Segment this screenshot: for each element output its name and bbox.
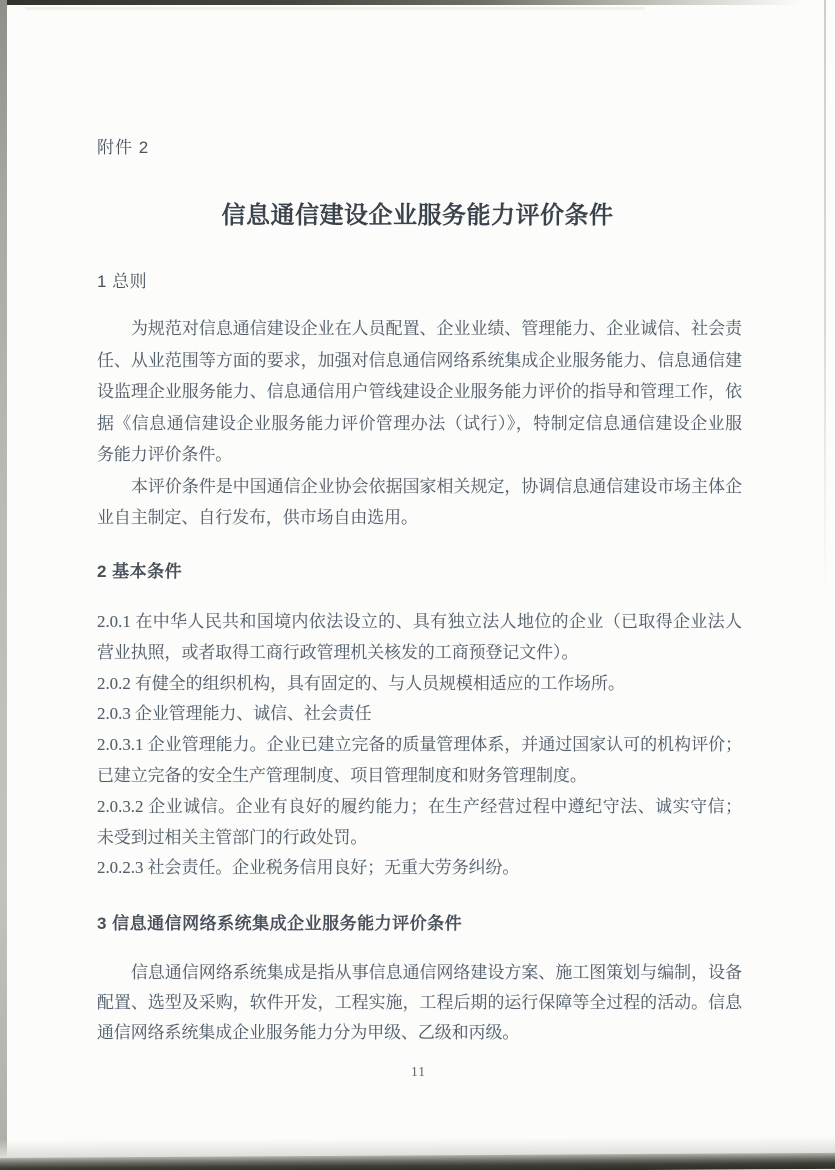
section-3-body bbox=[97, 958, 742, 1048]
section-1-heading: 1 总则 bbox=[97, 272, 148, 291]
attachment-label: 附件 2 bbox=[97, 138, 150, 157]
page-number: 11 bbox=[411, 1064, 426, 1079]
clause-2-0-3-2: 2.0.3.2 企业诚信。企业有良好的履约能力；在生产经营过程中遵纪守法、诚实守信； 未受到过相关主管部门的行政处罚。 bbox=[97, 796, 742, 847]
paragraph: 为规范对信息通信建设企业在人员配置、企业业绩、管理能力、企业诚信、社会责 任、从业范围等方面的要求，加强对信息通信网络系统集成企业服务能力、信息通信建 设监理企业服务能力、信息通信用户管线建设企业服务能力评价的指导和管理工作，依 据《信息通信建设企业服务能力评价管理办法（试行）》，特制定信息通信建设企业服 务能力评价条件。 bbox=[97, 319, 742, 464]
section-3-heading: 3 信息通信网络系统集成企业服务能力评价条件 bbox=[97, 914, 463, 933]
scan-haze-top bbox=[25, 7, 645, 10]
scan-edge-top bbox=[0, 0, 835, 5]
section-1-body bbox=[97, 313, 742, 534]
clause-2-0-2: 2.0.2 有健全的组织机构，具有固定的、与人员规模相适应的工作场所。 bbox=[97, 673, 625, 693]
section-2-heading: 2 基本条件 bbox=[97, 562, 183, 581]
clause-2-0-2-3: 2.0.2.3 社会责任。企业税务信用良好；无重大劳务纠纷。 bbox=[97, 858, 520, 878]
clause-2-0-3: 2.0.3 企业管理能力、诚信、社会责任 bbox=[97, 704, 372, 724]
clause-2-0-1: 2.0.1 在中华人民共和国境内依法设立的、具有独立法人地位的企业（已取得企业法人 营业执照，或者取得工商行政管理机关核发的工商预登记文件）。 bbox=[97, 612, 742, 662]
clause-2-0-3-1: 2.0.3.1 企业管理能力。企业已建立完备的质量管理体系，并通过国家认可的机构评价； 已建立完备的安全生产管理制度、项目管理制度和财务管理制度。 bbox=[97, 735, 742, 785]
document-title: 信息通信建设企业服务能力评价条件 bbox=[221, 202, 614, 229]
scan-page-fold-line bbox=[824, 0, 826, 595]
section-2-body bbox=[97, 607, 742, 884]
scan-edge-left bbox=[0, 0, 7, 1170]
paragraph: 信息通信网络系统集成是指从事信息通信网络建设方案、施工图策划与编制，设备 配置、选型及采购，软件开发，工程实施，工程后期的运行保障等全过程的活动。信息 通信网络系统集成企业服务能力分为甲级、乙级和丙级。 bbox=[97, 963, 742, 1043]
paragraph: 本评价条件是中国通信企业协会依据国家相关规定，协调信息通信建设市场主体企 业自主制定、自行发布，供市场自由选用。 bbox=[97, 476, 742, 527]
